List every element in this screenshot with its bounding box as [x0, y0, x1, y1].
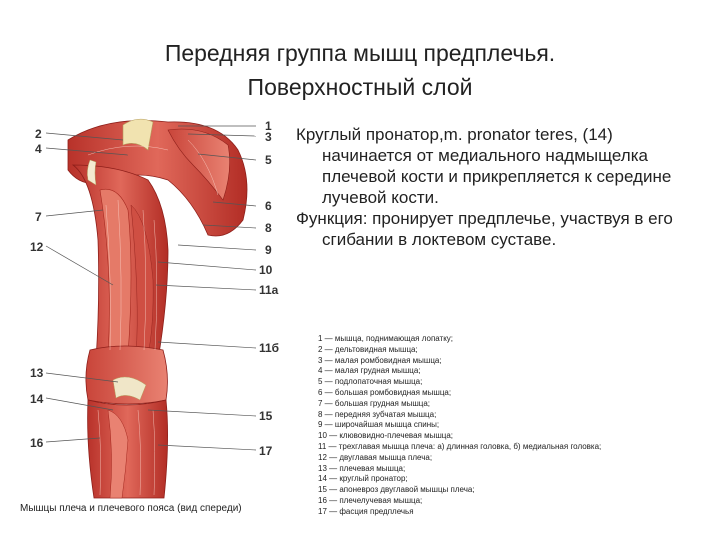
- label-6: 6: [265, 199, 272, 213]
- label-15: 15: [259, 409, 273, 423]
- description-paragraph-2: Функция: пронирует предплечье, участвуя в его сгибании в локтевом суставе.: [296, 209, 673, 249]
- legend-item: 3 — малая ромбовидная мышца;: [318, 355, 442, 365]
- label-1: 1: [265, 119, 272, 133]
- label-12: 12: [30, 240, 44, 254]
- figure-caption: Мышцы плеча и плечевого пояса (вид спереди): [20, 503, 242, 514]
- label-13: 13: [30, 366, 44, 380]
- muscle-description: [296, 124, 696, 250]
- label-17: 17: [259, 444, 273, 458]
- label-2: 2: [35, 127, 42, 141]
- legend-item: 6 — большая ромбовидная мышца;: [318, 387, 452, 397]
- label-10: 10: [259, 263, 273, 277]
- slide-title: [0, 36, 720, 104]
- label-4: 4: [35, 142, 42, 156]
- label-11a: 11а: [259, 283, 279, 297]
- label-16: 16: [30, 436, 44, 450]
- label-5: 5: [265, 153, 272, 167]
- title-line-2: Поверхностный слой: [247, 74, 473, 100]
- legend-item: 12 — двуглавая мышца плеча;: [318, 452, 433, 462]
- legend-item: 4 — малая грудная мышца;: [318, 366, 421, 376]
- legend-item: 16 — плечелучевая мышца;: [318, 495, 423, 505]
- legend-item: 1 — мышца, поднимающая лопатку;: [318, 334, 454, 343]
- legend-item: 10 — клювовидно-плечевая мышца;: [318, 431, 454, 441]
- figure-legend: [318, 334, 718, 518]
- legend-item: 17 — фасция предплечья: [318, 506, 414, 516]
- label-11b: 11б: [259, 341, 280, 355]
- legend-item: 8 — передняя зубчатая мышца;: [318, 409, 437, 419]
- label-3: 3: [265, 130, 272, 144]
- legend-item: 11 — трехглавая мышца плеча: а) длинная головка, б) медиальная головка;: [318, 441, 602, 451]
- label-14: 14: [30, 392, 44, 406]
- legend-item: 9 — широчайшая мышца спины;: [318, 420, 440, 430]
- legend-item: 15 — апоневроз двуглавой мышцы плеча;: [318, 485, 475, 495]
- legend-item: 14 — круглый пронатор;: [318, 474, 408, 484]
- legend-item: 5 — подлопаточная мышца;: [318, 377, 423, 387]
- title-line-1: Передняя группа мышц предплечья.: [164, 40, 556, 66]
- legend-item: 2 — дельтовидная мышца;: [318, 344, 418, 354]
- arm-muscle-illustration: [28, 110, 288, 500]
- legend-item: 7 — большая грудная мышца;: [318, 398, 431, 408]
- label-9: 9: [265, 243, 272, 257]
- label-8: 8: [265, 221, 272, 235]
- label-7: 7: [35, 210, 42, 224]
- legend-item: 13 — плечевая мышца;: [318, 463, 406, 473]
- description-paragraph-1: Круглый пронатор,m. pronator teres, (14) начинается от медиального надмыщелка плечевой кости и прикрепляется к середине лучевой кости.: [296, 125, 672, 207]
